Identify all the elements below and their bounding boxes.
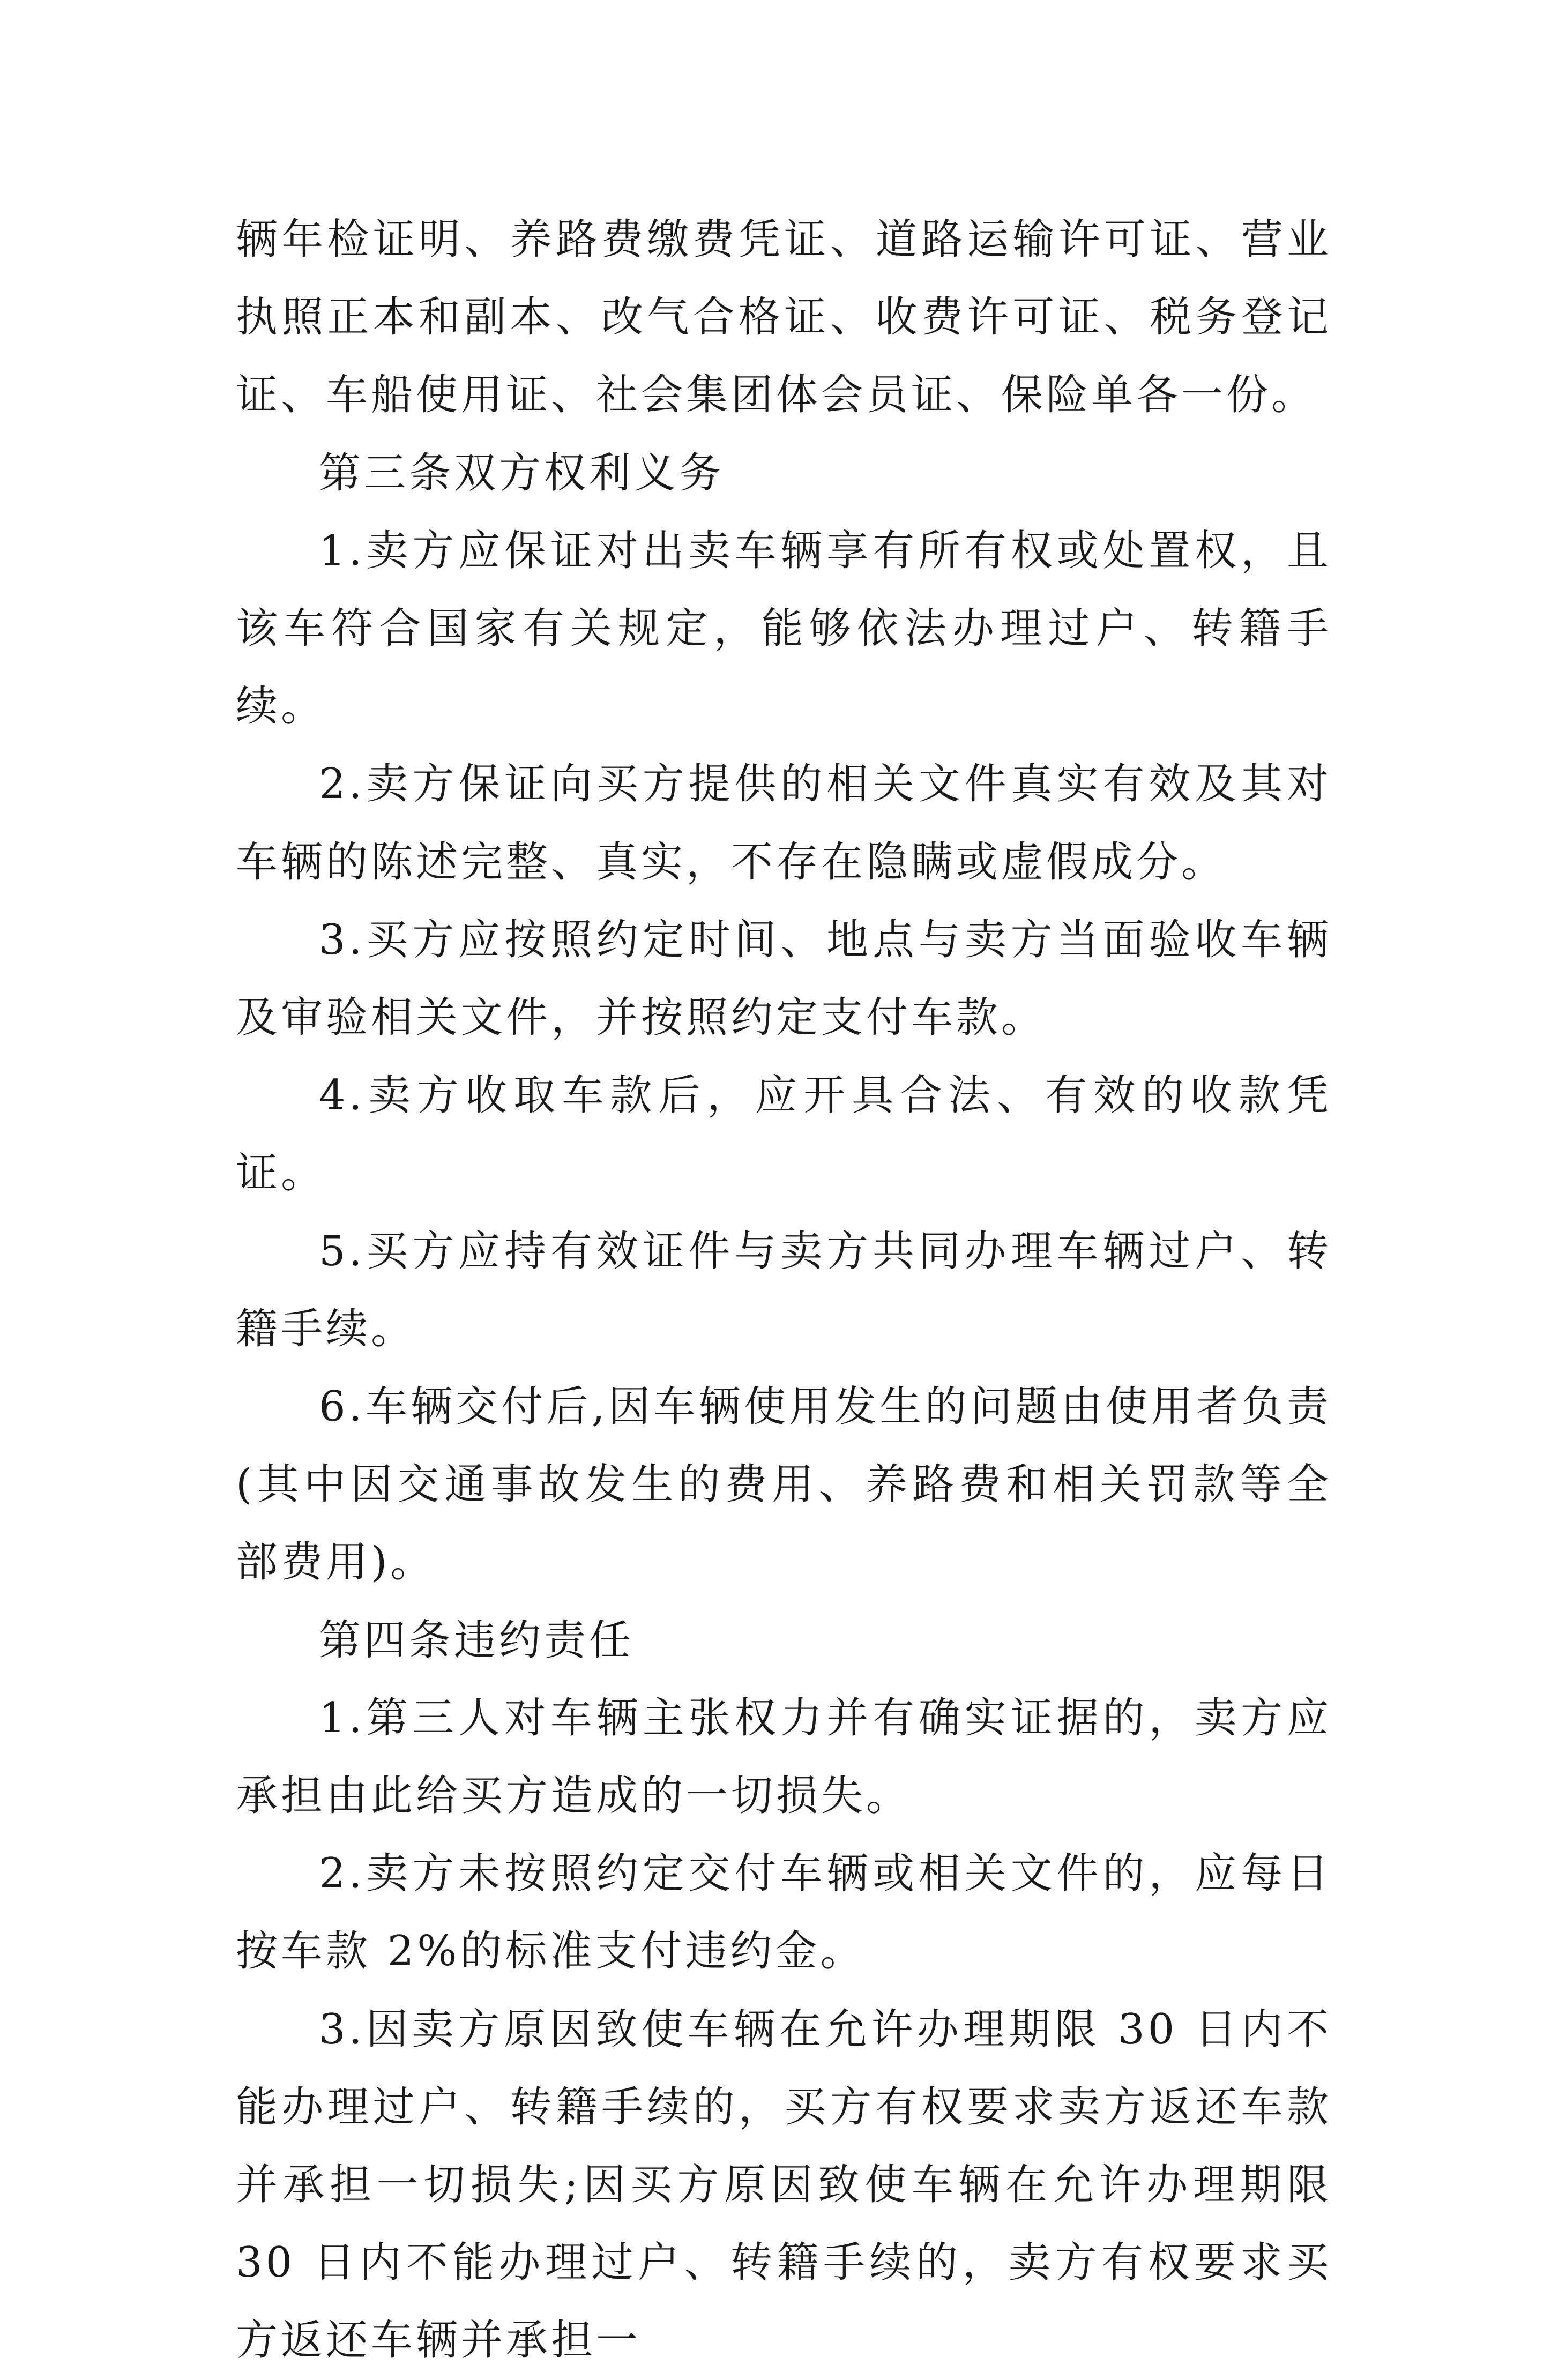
- clause-4-2: 2.卖方未按照约定交付车辆或相关文件的，应每日按车款 2%的标准支付违约金。: [236, 1849, 1332, 1976]
- paragraph-continued-documents: 辆年检证明、养路费缴费凭证、道路运输许可证、营业执照正本和副本、改气合格证、收费许可证、税务登记证、车船使用证、社会集团体会员证、保险单各一份。: [236, 215, 1332, 420]
- clause-3-6: 6.车辆交付后,因车辆使用发生的问题由使用者负责(其中因交通事故发生的费用、养路费和相关罚款等全部费用)。: [236, 1383, 1332, 1587]
- clause-3-2: 2.卖方保证向买方提供的相关文件真实有效及其对车辆的陈述完整、真实，不存在隐瞒或虚假成分。: [236, 760, 1332, 886]
- clause-4-3: 3.因卖方原因致使车辆在允许办理期限 30 日内不能办理过户、转籍手续的，买方有权要求卖方返还车款并承担一切损失;因买方原因致使车辆在允许办理期限 30 日内不能办理过户、转籍手续的，卖方有权要求买方返还车辆并承担一: [236, 2005, 1332, 2365]
- clause-3-4: 4.卖方收取车款后，应开具合法、有效的收款凭证。: [236, 1071, 1332, 1198]
- document-body: [236, 201, 1332, 2380]
- heading-article-3: 第三条双方权利义务: [319, 449, 725, 497]
- heading-article-4: 第四条违约责任: [319, 1616, 635, 1665]
- clause-3-1: 1.卖方应保证对出卖车辆享有所有权或处置权，且该车符合国家有关规定，能够依法办理过户、转籍手续。: [236, 526, 1332, 731]
- clause-3-5: 5.买方应持有效证件与卖方共同办理车辆过户、转籍手续。: [236, 1227, 1332, 1353]
- clause-3-3: 3.买方应按照约定时间、地点与卖方当面验收车辆及审验相关文件，并按照约定支付车款。: [236, 915, 1332, 1042]
- clause-4-1: 1.第三人对车辆主张权力并有确实证据的，卖方应承担由此给买方造成的一切损失。: [236, 1693, 1332, 1821]
